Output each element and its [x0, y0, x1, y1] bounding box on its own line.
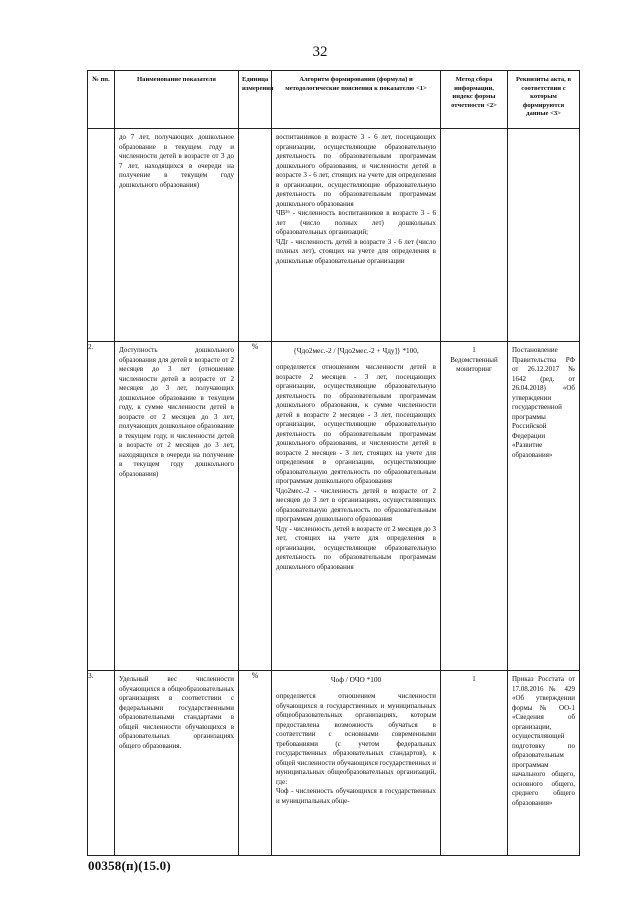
collection-method: 1 — [472, 675, 476, 683]
row-name-cell — [115, 342, 239, 671]
row-algorithm-cell — [272, 671, 441, 856]
collection-method — [441, 129, 507, 135]
row-act-cell — [508, 671, 580, 856]
indicator-name: Доступность дошкольного образования для детей в возрасте от 2 месяцев до 3 лет (отношение численности детей в возрасте от 2 месяцев до 3 лет, получающих дошкольное образование в текущем году, к сумме численности детей в возрасте от 2 месяцев до 3 лет, получающих дошкольное образование в текущем году, и численности детей в возрасте от 2 месяцев до 3 лет, находящихся в очереди на получение в текущем году дошкольного образования) — [119, 346, 234, 478]
formula: {Чдо2мес.-2 / [Чдо2мес.-2 + Чду]} *100, — [293, 346, 419, 355]
page-number: 32 — [312, 44, 328, 60]
header-act-details: Реквизиты акта, в соответствии с которым формируются данные <3> — [508, 71, 580, 129]
row-number — [88, 129, 115, 342]
act-details — [508, 129, 579, 135]
table-header-row — [88, 71, 580, 129]
row-method-cell — [441, 129, 508, 342]
algorithm-text: определяется отношением численности обучающихся в государственных и муниципальных общеобразовательных организациях, которым предоставлена возможность обучаться в соответствии с основными современными требованиями (с учетом федеральных государственных образовательных стандартов), к общей численности обучающихся государственных и муниципальных общеобразовательных организаций, где: Чоф - численность обучающихся в государственных и муниципальных обще- — [276, 692, 436, 805]
row-name-cell — [115, 671, 239, 856]
act-details: Постановление Правительства РФ от 26.12.2017 № 1642 (ред. от 26.04.2018) «Об утверждении государственной программы Российской Федерации «Развитие образования» — [512, 346, 575, 459]
row-method-cell — [441, 671, 508, 856]
act-details: Приказ Росстата от 17.08.2016 № 429 «Об утверждении формы № ОО-1 «Сведения об организации, осуществляющей подготовку по образовательным программам начального общего, основного общего, среднего общего образования» — [512, 675, 575, 807]
row-name-cell — [115, 129, 239, 342]
row-unit: % — [239, 671, 272, 856]
row-method-cell — [441, 342, 508, 671]
algorithm-text: определяется отношением численности детей в возрасте 2 месяцев - 3 лет, посещающих организации, осуществляющие образовательную деятельность по образовательным программам дошкольного образования, к сумме численности детей в возрасте 2 месяцев - 3 лет, посещающих организации, осуществляющие образовательную деятельность по образовательным программам дошкольного образования, и численности детей в возрасте 2 месяцев - 3 лет, стоящих на учете для определения в организации, осуществляющие образовательную деятельность по образовательным программам дошкольного образования Чдо2мес.-2 - численность детей в возрасте от 2 месяцев до 3 лет в организациях, осуществляющих образовательную деятельность по образовательным программам дошкольного образования Чду - численность детей в возрасте от 2 месяцев до 3 лет, стоящих на учете для определения в организации, осуществляющие образовательную деятельность по образовательным программам дошкольного образования — [276, 363, 436, 571]
row-unit: % — [239, 342, 272, 671]
row-act-cell — [508, 129, 580, 342]
indicators-table — [87, 70, 580, 856]
table-row — [88, 129, 580, 342]
header-unit: Единица измерения — [239, 71, 272, 129]
formula: Чоф / ОЧО *100 — [330, 675, 382, 684]
table-row — [88, 671, 580, 856]
row-act-cell — [508, 342, 580, 671]
table-row — [88, 342, 580, 671]
document-code: 00358(п)(15.0) — [88, 858, 171, 873]
collection-method: 1 Ведомственный мониторинг — [450, 346, 498, 374]
row-algorithm-cell — [272, 342, 441, 671]
algorithm-text: воспитанников в возрасте 3 - 6 лет, посещающих организации, осуществляющие образовательную деятельность по образовательным программам дошкольного образования, и численности детей в возрасте 3 - 6 лет, стоящих на учете для определения в организации, осуществляющие образовательную деятельность по образовательным программам дошкольного образования ЧВ²⁶ - численность воспитанников в возрасте 3 - 6 лет (число полных лет) дошкольных образовательных организаций; ЧДг - численность детей в возрасте 3 - 6 лет (число полных лет), стоящих на учете для определения в дошкольные образовательные организации — [276, 133, 436, 265]
row-number: 2. — [88, 342, 115, 671]
header-algorithm: Алгоритм формирования (формула) и методологические пояснения к показателю <1> — [272, 71, 441, 129]
row-algorithm-cell — [272, 129, 441, 342]
header-num: № пп. — [88, 71, 115, 129]
indicator-name: до 7 лет, получающих дошкольное образование в текущем году и численности детей в возрасте от 3 до 7 лет, находящихся в очереди на получение в текущем году дошкольного образования) — [119, 133, 234, 189]
header-collection-method: Метод сбора информации, индекс формы отчетности <2> — [441, 71, 508, 129]
row-unit — [239, 129, 272, 342]
indicator-name: Удельный вес численности обучающихся в общеобразовательных организациях в соответствии с федеральными государственными образовательными стандартами в общей численности обучающихся в образовательных организациях общего образования. — [119, 675, 234, 750]
row-number: 3. — [88, 671, 115, 856]
header-indicator-name: Наименование показателя — [115, 71, 239, 129]
